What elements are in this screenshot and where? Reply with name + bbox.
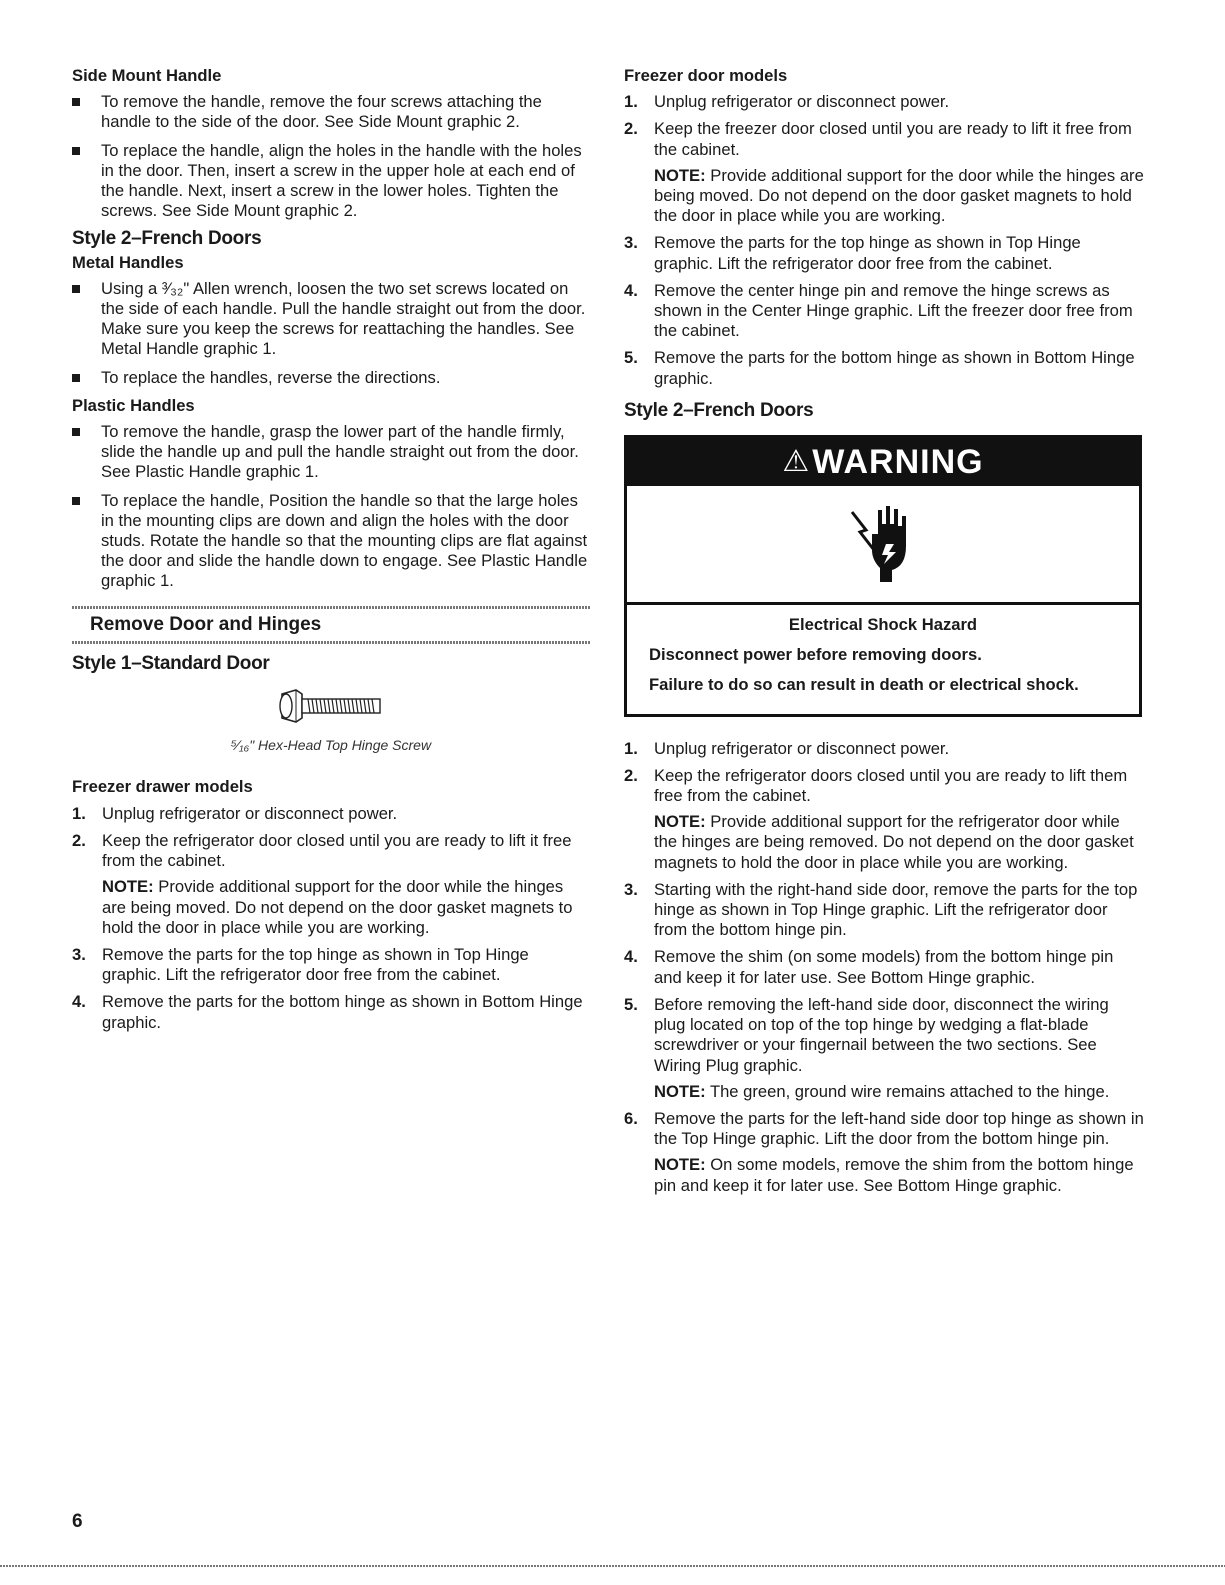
step-item <box>624 119 1144 226</box>
step-text: Unplug refrigerator or disconnect power. <box>654 738 950 758</box>
step-text: Remove the parts for the top hinge as shown in Top Hinge graphic. Lift the refrigerator door free from the cabinet. <box>654 233 1081 273</box>
right-column <box>624 66 1144 1203</box>
step-number: 2. <box>624 765 638 785</box>
step-number: 3. <box>72 944 86 964</box>
screw-caption: ⁵⁄₁₆" Hex-Head Top Hinge Screw <box>230 737 432 754</box>
warning-box <box>624 435 1142 717</box>
metal-handles-bullets <box>72 279 590 388</box>
step-text: Remove the center hinge pin and remove the hinge screws as shown in the Center Hinge graphic. Lift the freezer door free from the cabinet. <box>654 280 1133 341</box>
step-item <box>72 992 590 1032</box>
step-number: 5. <box>624 994 638 1014</box>
section-title: Remove Door and Hinges <box>90 613 322 635</box>
side-mount-bullets <box>72 92 590 221</box>
bullet-square-icon <box>72 374 80 382</box>
left-column <box>72 66 590 1040</box>
step-number: 4. <box>624 280 638 300</box>
note-text: Provide additional support for the door while the hinges are being moved. Do not depend on the door gasket magnets to hold the door in place while you are working. <box>102 877 573 937</box>
step-item <box>72 945 590 985</box>
bullet-square-icon <box>72 285 80 293</box>
warning-line-1: Disconnect power before removing doors. <box>649 645 982 665</box>
style2-heading-left: Style 2–French Doors <box>72 228 262 250</box>
bullet-square-icon <box>72 428 80 436</box>
plastic-handles-bullets <box>72 422 590 592</box>
bullet-item <box>72 279 590 360</box>
step-number: 1. <box>72 803 86 823</box>
step-text: Unplug refrigerator or disconnect power. <box>102 803 398 823</box>
step-note <box>102 877 590 938</box>
freezer-door-heading: Freezer door models <box>624 66 788 85</box>
freezer-drawer-steps <box>72 804 590 1033</box>
step-item <box>624 233 1144 273</box>
step-text: Keep the refrigerator doors closed until you are ready to lift them free from the cabinet. <box>654 765 1128 806</box>
warning-banner <box>627 438 1139 486</box>
step-text: Remove the parts for the bottom hinge as shown in Bottom Hinge graphic. <box>654 348 1135 388</box>
note-label: NOTE: <box>654 812 706 832</box>
section-header <box>72 606 590 644</box>
style1-heading: Style 1–Standard Door <box>72 652 270 674</box>
bullet-text: Using a ³⁄₃₂" Allen wrench, loosen the two set screws located on the side of each handle. Pull the handle straight out from the door. Make sure you keep the screws for reattaching the handles. See Metal Handle graphic 1. <box>101 278 586 359</box>
step-number: 1. <box>624 92 638 112</box>
footer-rule <box>0 1565 1225 1567</box>
bullet-item <box>72 491 590 592</box>
style2-heading-right: Style 2–French Doors <box>624 399 814 421</box>
step-text: Unplug refrigerator or disconnect power. <box>654 92 950 112</box>
section-rule-top <box>72 606 590 609</box>
step-item <box>72 831 590 938</box>
step-text: Remove the shim (on some models) from the bottom hinge pin and keep it for later use. See Bottom Hinge graphic. <box>654 947 1114 987</box>
step-note <box>654 1155 1144 1195</box>
step-text: Keep the freezer door closed until you are ready to lift it free from the cabinet. <box>654 119 1132 159</box>
bullet-text: To replace the handle, align the holes in the handle with the holes in the door. Then, insert a screw in the upper hole at each end of the handle. Next, insert a screw in the lower holes. Tighten the screws. See Side Mount graphic 2. <box>101 140 582 221</box>
step-item <box>624 281 1144 342</box>
bullet-item <box>72 141 590 222</box>
step-note <box>654 812 1144 873</box>
bullet-item <box>72 368 590 388</box>
step-number: 6. <box>624 1108 638 1128</box>
step-text: Remove the parts for the top hinge as shown in Top Hinge graphic. Lift the refrigerator door free from the cabinet. <box>102 944 529 985</box>
side-mount-heading: Side Mount Handle <box>72 66 222 85</box>
step-number: 2. <box>72 830 86 850</box>
step-text: Remove the parts for the bottom hinge as shown in Bottom Hinge graphic. <box>102 992 583 1032</box>
page-number: 6 <box>72 1511 83 1532</box>
freezer-drawer-heading: Freezer drawer models <box>72 777 253 797</box>
step-number: 5. <box>624 348 638 368</box>
step-number: 3. <box>624 879 638 899</box>
bullet-item <box>72 422 590 483</box>
note-text: Provide additional support for the door while the hinges are being moved. Do not depend on the door gasket magnets to hold the door in place while you are working. <box>654 165 1144 226</box>
bullet-text: To remove the handle, remove the four screws attaching the handle to the side of the door. See Side Mount graphic 2. <box>101 92 542 132</box>
warning-text <box>627 605 1139 714</box>
hazard-title: Electrical Shock Hazard <box>788 615 978 635</box>
step-number: 3. <box>624 233 638 253</box>
section-rule-bottom <box>72 641 590 644</box>
note-text: On some models, remove the shim from the bottom hinge pin and keep it for later use. See Bottom Hinge graphic. <box>654 1155 1134 1195</box>
step-item <box>624 348 1144 388</box>
step-item <box>624 1109 1144 1196</box>
step-item <box>624 766 1144 873</box>
note-label: NOTE: <box>102 877 154 897</box>
step-number: 4. <box>624 947 638 967</box>
step-text: Starting with the right-hand side door, remove the parts for the top hinge as shown in Top Hinge graphic. Lift the refrigerator door from the bottom hinge pin. <box>654 879 1138 940</box>
french-door-steps <box>624 739 1144 1196</box>
metal-handles-heading: Metal Handles <box>72 252 184 272</box>
note-label: NOTE: <box>654 1155 706 1175</box>
step-item <box>624 947 1144 987</box>
note-label: NOTE: <box>654 1081 706 1101</box>
plastic-handles-heading: Plastic Handles <box>72 395 195 415</box>
warning-triangle-icon: ⚠ <box>782 445 811 479</box>
note-text: Provide additional support for the refrigerator door while the hinges are being removed. Do not depend on the door gasket magnets to hold the door in place while you are working. <box>654 812 1134 872</box>
step-item <box>72 804 590 824</box>
bullet-square-icon <box>72 98 80 106</box>
step-text: Keep the refrigerator door closed until you are ready to lift it free from the cabinet. <box>102 830 572 871</box>
step-item <box>624 92 1144 112</box>
bullet-square-icon <box>72 147 80 155</box>
note-text: The green, ground wire remains attached to the hinge. <box>709 1081 1110 1101</box>
bullet-item <box>72 92 590 132</box>
step-number: 2. <box>624 119 638 139</box>
electrical-shock-icon <box>627 486 1139 605</box>
bullet-square-icon <box>72 497 80 505</box>
bullet-text: To remove the handle, grasp the lower part of the handle firmly, slide the handle up and pull the handle straight out from the door. See Plastic Handle graphic 1. <box>101 422 579 482</box>
step-note <box>654 1082 1144 1102</box>
hex-head-screw-icon <box>72 686 590 731</box>
warning-banner-text: WARNING <box>812 443 984 482</box>
step-number: 4. <box>72 992 86 1012</box>
bullet-text: To replace the handles, reverse the directions. <box>101 367 441 387</box>
freezer-door-steps <box>624 92 1144 389</box>
step-note <box>654 166 1144 227</box>
step-item <box>624 995 1144 1102</box>
step-item <box>624 739 1144 759</box>
bullet-text: To replace the handle, Position the handle so that the large holes in the mounting clips are down and align the holes with the door studs. Rotate the handle so that the mounting clips are flat against the door and slide the handle down to engage. See Plastic Handle graphic 1. <box>101 490 588 591</box>
step-item <box>624 880 1144 941</box>
step-number: 1. <box>624 738 638 758</box>
note-label: NOTE: <box>654 165 706 185</box>
step-text: Remove the parts for the left-hand side door top hinge as shown in the Top Hinge graphic. Lift the door from the bottom hinge pin. <box>654 1108 1144 1149</box>
step-text: Before removing the left-hand side door, disconnect the wiring plug located on top of the top hinge by wedging a flat-blade screwdriver or your fingernail between the two sections. See Wiring Plug graphic. <box>654 994 1109 1075</box>
warning-line-2: Failure to do so can result in death or electrical shock. <box>649 675 1079 695</box>
